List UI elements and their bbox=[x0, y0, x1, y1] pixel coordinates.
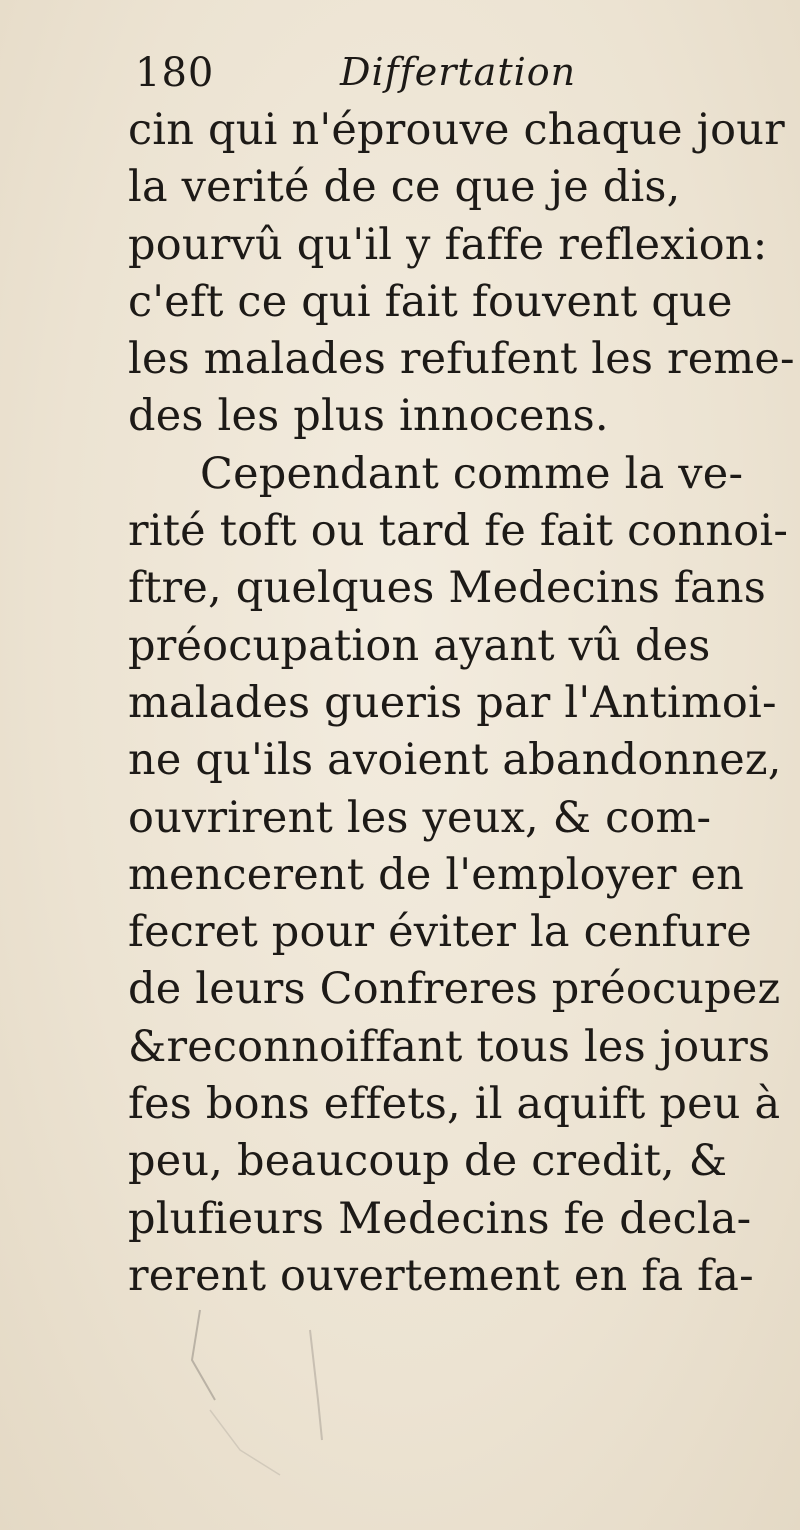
text-line: ne qu'ils avoient abandonnez, bbox=[128, 735, 782, 786]
text-line: &reconnoiffant tous les jours bbox=[128, 1021, 771, 1072]
text-line: plufieurs Medecins fe decla- bbox=[128, 1193, 752, 1244]
text-line: mencerent de l'employer en bbox=[128, 849, 744, 900]
running-title: Differtation bbox=[340, 50, 577, 94]
text-line: ftre, quelques Medecins fans bbox=[128, 563, 766, 614]
text-line: la verité de ce que je dis, bbox=[128, 162, 681, 213]
text-line: peu, beaucoup de credit, & bbox=[128, 1136, 728, 1187]
text-line: rerent ouvertement en fa fa- bbox=[128, 1250, 754, 1301]
text-line: fecret pour éviter la cenfure bbox=[128, 907, 752, 958]
page-number: 180 bbox=[135, 50, 215, 96]
text-line: pourvû qu'il y faffe reflexion: bbox=[128, 219, 768, 270]
paragraph-start-line: Cependant comme la ve- bbox=[200, 448, 744, 499]
ink-bleed-marks bbox=[170, 1290, 390, 1490]
text-line: malades gueris par l'Antimoi- bbox=[128, 677, 777, 728]
text-line: rité toft ou tard fe fait connoi- bbox=[128, 506, 789, 557]
text-line: c'eft ce qui fait fouvent que bbox=[128, 276, 733, 327]
running-head bbox=[130, 50, 750, 110]
text-line: préocupation ayant vû des bbox=[128, 620, 711, 671]
text-line: des les plus innocens. bbox=[128, 391, 609, 442]
body-text bbox=[128, 102, 795, 1305]
text-line: ouvrirent les yeux, & com- bbox=[128, 792, 712, 843]
text-line: cin qui n'éprouve chaque jour bbox=[128, 105, 785, 155]
text-line: les malades refufent les reme- bbox=[128, 334, 795, 385]
text-line: de leurs Confreres préocupez bbox=[128, 964, 781, 1015]
text-line: fes bons effets, il aquift peu à bbox=[128, 1079, 781, 1130]
